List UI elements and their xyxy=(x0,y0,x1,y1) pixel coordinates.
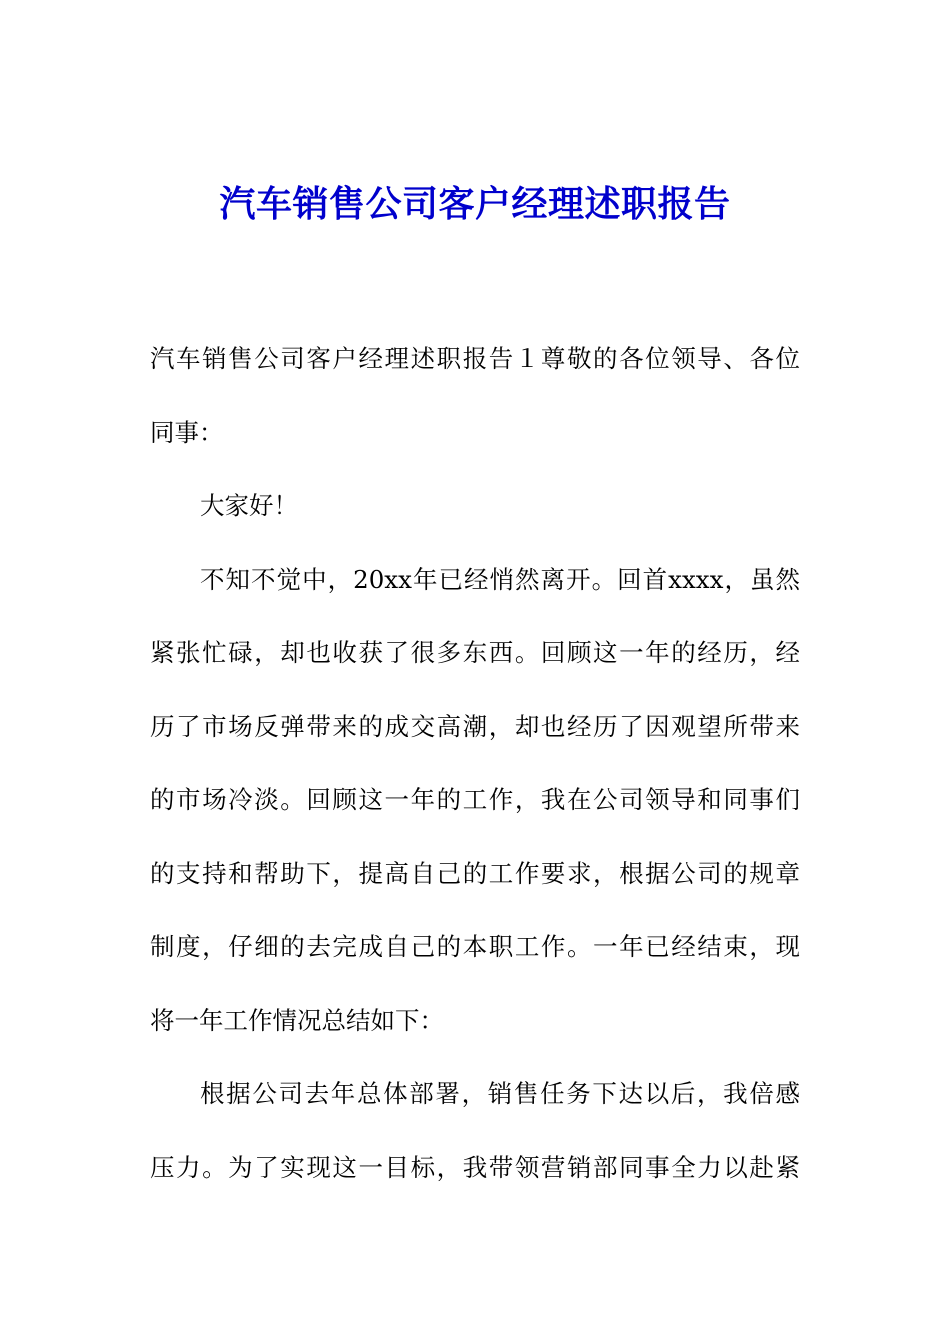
text-line: 汽车销售公司客户经理述职报告１尊敬的各位领导、各位 xyxy=(150,344,800,373)
text-line: 制度，仔细的去完成自己的本职工作。一年已经结束，现 xyxy=(150,932,800,961)
text-line: 不知不觉中，20xx年已经悄然离开。回首xxxx，虽然 xyxy=(200,564,800,594)
text-line: 大家好！ xyxy=(200,491,298,520)
text-line: 的市场冷淡。回顾这一年的工作，我在公司领导和同事们 xyxy=(150,785,800,814)
text-line: 紧张忙碌，却也收获了很多东西。回顾这一年的经历，经 xyxy=(150,638,800,667)
document-title: 汽车销售公司客户经理述职报告 xyxy=(219,183,731,225)
text-line: 根据公司去年总体部署，销售任务下达以后，我倍感 xyxy=(200,1079,800,1108)
text-line: 的支持和帮助下，提高自己的工作要求，根据公司的规章 xyxy=(150,858,800,888)
text-line: 将一年工作情况总结如下： xyxy=(150,1005,444,1035)
text-line: 历了市场反弹带来的成交高潮，却也经历了因观望所带来 xyxy=(150,711,800,741)
text-line: 压力。为了实现这一目标，我带领营销部同事全力以赴紧 xyxy=(150,1152,800,1182)
document-body xyxy=(150,322,800,1204)
text-line: 同事： xyxy=(150,417,224,447)
